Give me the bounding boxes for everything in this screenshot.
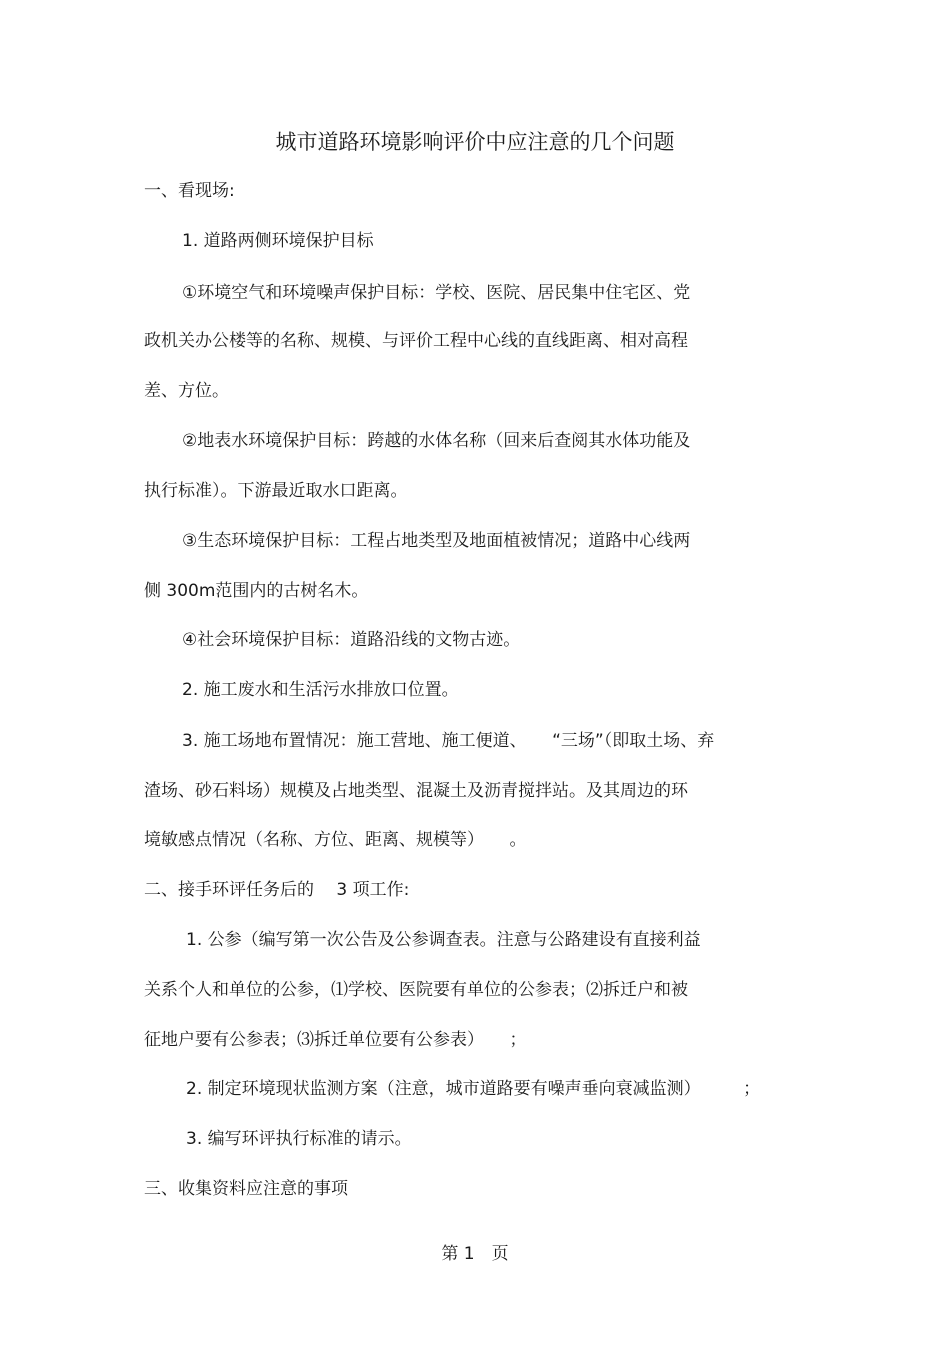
paragraph-line: 差、方位。	[144, 381, 229, 401]
subsection-heading: 1. 道路两侧环境保护目标	[182, 231, 374, 251]
subsection-heading: 1. 公参（编写第一次公告及公参调查表。注意与公路建设有直接利益	[186, 930, 701, 950]
section-heading-1: 一、看现场:	[144, 181, 235, 201]
subsection-heading: 2. 施工废水和生活污水排放口位置。	[182, 680, 459, 700]
section-heading-3: 三、收集资料应注意的事项	[144, 1179, 348, 1199]
paragraph-line: 关系个人和单位的公参，⑴学校、医院要有单位的公参表；⑵拆迁户和被	[144, 980, 688, 1000]
subsection-heading: 3. 施工场地布置情况：施工营地、施工便道、 “三场”（即取土场、弃	[182, 731, 715, 751]
paragraph-line: ④社会环境保护目标：道路沿线的文物古迹。	[182, 630, 521, 650]
paragraph-line: 政机关办公楼等的名称、规模、与评价工程中心线的直线距离、相对高程	[144, 331, 688, 351]
paragraph-line: ①环境空气和环境噪声保护目标：学校、医院、居民集中住宅区、党	[182, 283, 691, 303]
paragraph-line: ②地表水环境保护目标：跨越的水体名称（回来后查阅其水体功能及	[182, 431, 691, 451]
paragraph-line: 执行标准）。下游最近取水口距离。	[144, 481, 408, 501]
paragraph-line: 侧 300m范围内的古树名木。	[144, 581, 369, 601]
section-heading-2: 二、接手环评任务后的 3 项工作:	[144, 880, 410, 900]
paragraph-line: 境敏感点情况（名称、方位、距离、规模等） 。	[144, 830, 527, 850]
page-number-footer: 第 1 页	[441, 1244, 509, 1264]
subsection-heading: 2. 制定环境现状监测方案（注意，城市道路要有噪声垂向衰减监测） ；	[186, 1079, 761, 1099]
subsection-heading: 3. 编写环评执行标准的请示。	[186, 1129, 412, 1149]
document-title: 城市道路环境影响评价中应注意的几个问题	[275, 130, 675, 154]
paragraph-line: 渣场、砂石料场）规模及占地类型、混凝土及沥青搅拌站。及其周边的环	[144, 781, 688, 801]
paragraph-line: ③生态环境保护目标：工程占地类型及地面植被情况；道路中心线两	[182, 531, 691, 551]
paragraph-line: 征地户要有公参表；⑶拆迁单位要有公参表） ；	[144, 1030, 527, 1050]
